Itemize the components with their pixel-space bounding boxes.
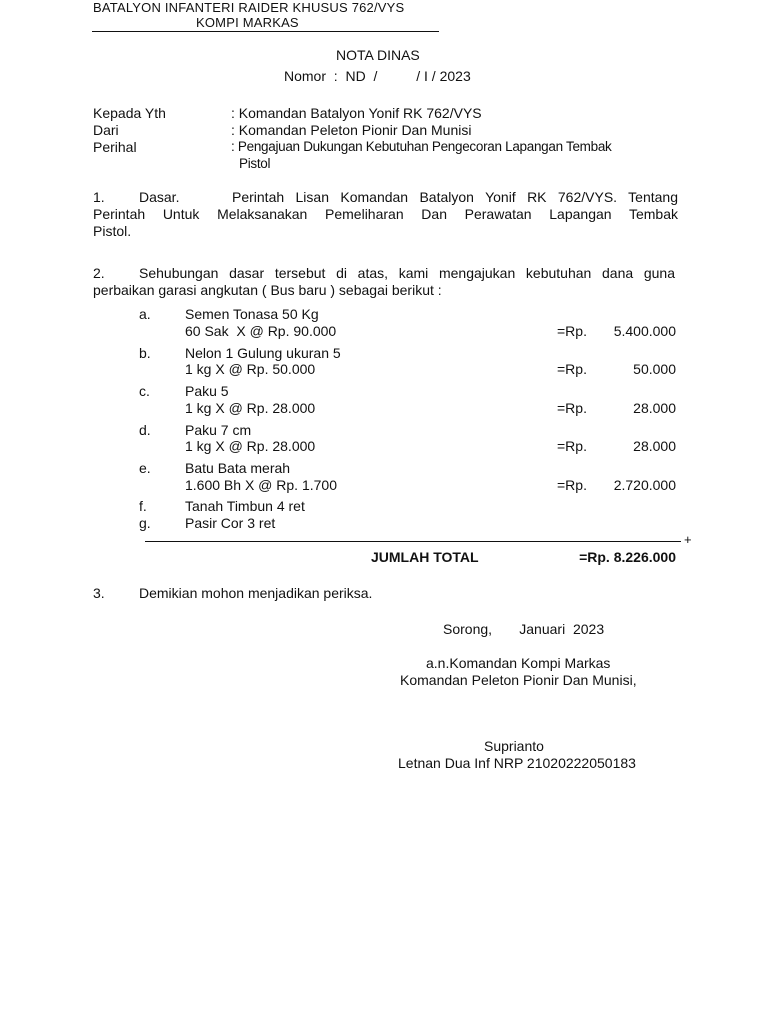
item-currency: =Rp. (557, 400, 587, 416)
item-name: Nelon 1 Gulung ukuran 5 (185, 345, 341, 361)
signatory-name: Suprianto (484, 738, 544, 754)
point-1-number: 1. (93, 189, 105, 205)
item-name: Tanah Timbun 4 ret (185, 498, 305, 514)
signature-position: Komandan Peleton Pionir Dan Munisi, (400, 672, 637, 688)
subject-value-continued: Pistol (239, 156, 271, 171)
sum-rule (145, 541, 681, 542)
item-calculation: 1 kg X @ Rp. 50.000 (185, 361, 316, 377)
item-calculation: 1 kg X @ Rp. 28.000 (185, 438, 316, 454)
item-calculation: 60 Sak X @ Rp. 90.000 (185, 323, 337, 339)
sender-value: : Komandan Peleton Pionir Dan Munisi (231, 122, 472, 138)
addressee-value: : Komandan Batalyon Yonif RK 762/VYS (231, 105, 482, 121)
item-name: Pasir Cor 3 ret (185, 515, 276, 531)
subject-label: Perihal (93, 139, 137, 155)
item-letter: g. (139, 515, 151, 531)
point-2-line-2: perbaikan garasi angkutan ( Bus baru ) sebagai berikut : (93, 282, 442, 298)
signature-an-line: a.n.Komandan Kompi Markas (426, 655, 611, 671)
item-letter: f. (139, 498, 147, 514)
subject-value: : Pengajuan Dukungan Kebutuhan Pengecoran Lapangan Tembak (231, 139, 612, 154)
item-letter: e. (139, 460, 151, 476)
point-1-line-1: Perintah Lisan Komandan Batalyon Yonif RK 762/VYS. Tentang (232, 189, 678, 205)
item-currency: =Rp. (557, 323, 587, 339)
item-amount: 5.400.000 (613, 323, 676, 339)
unit-name: BATALYON INFANTERI RAIDER KHUSUS 762/VYS (93, 0, 405, 15)
item-amount: 28.000 (633, 400, 676, 416)
point-3-number: 3. (93, 585, 105, 601)
addressee-label: Kepada Yth (93, 105, 166, 121)
item-currency: =Rp. (557, 361, 587, 377)
point-1-line-2: Perintah Untuk Melaksanakan Pemeliharan Dan Perawatan Lapangan Tembak (93, 206, 678, 222)
sender-label: Dari (93, 122, 119, 138)
point-1-label: Dasar. (139, 189, 180, 205)
point-1-line-3: Pistol. (93, 223, 132, 239)
item-letter: b. (139, 345, 151, 361)
item-name: Batu Bata merah (185, 460, 291, 476)
document-number: Nomor : ND / / I / 2023 (284, 68, 471, 84)
document-title: NOTA DINAS (336, 47, 420, 63)
item-name: Semen Tonasa 50 Kg (185, 306, 319, 322)
total-value: =Rp. 8.226.000 (579, 549, 676, 565)
item-letter: c. (139, 383, 150, 399)
point-2-number: 2. (93, 265, 105, 281)
point-3-text: Demikian mohon menjadikan periksa. (139, 585, 373, 601)
item-letter: d. (139, 422, 151, 438)
sub-unit-name: KOMPI MARKAS (196, 15, 299, 30)
item-name: Paku 7 cm (185, 422, 252, 438)
point-2-line-1: Sehubungan dasar tersebut di atas, kami mengajukan kebutuhan dana guna (139, 265, 675, 281)
item-currency: =Rp. (557, 477, 587, 493)
item-amount: 28.000 (633, 438, 676, 454)
item-calculation: 1 kg X @ Rp. 28.000 (185, 400, 316, 416)
item-currency: =Rp. (557, 438, 587, 454)
signatory-rank-nrp: Letnan Dua Inf NRP 21020222050183 (398, 755, 636, 771)
header-underline (92, 31, 439, 32)
plus-sign: + (684, 532, 692, 547)
total-label: JUMLAH TOTAL (371, 549, 479, 565)
item-letter: a. (139, 306, 151, 322)
item-name: Paku 5 (185, 383, 229, 399)
item-calculation: 1.600 Bh X @ Rp. 1.700 (185, 477, 337, 493)
item-amount: 2.720.000 (613, 477, 676, 493)
place-date: Sorong, Januari 2023 (443, 621, 605, 637)
item-amount: 50.000 (633, 361, 676, 377)
